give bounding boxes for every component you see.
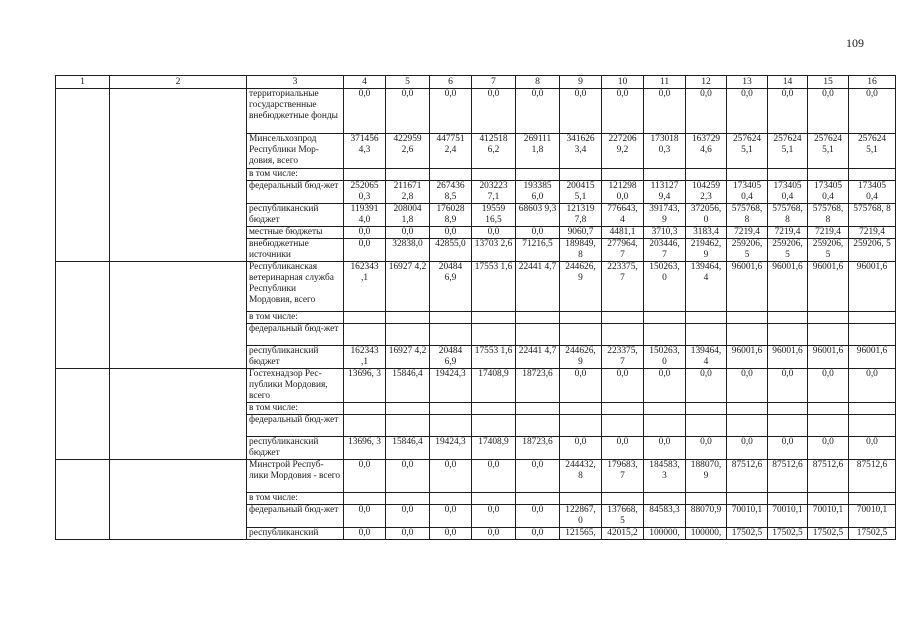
value-cell: 200415 5,1 — [560, 181, 602, 204]
value-cell — [808, 169, 849, 181]
value-cell: 267436 8,5 — [430, 181, 472, 204]
value-cell: 447751 2,4 — [430, 134, 472, 169]
value-cell: 139464, 4 — [686, 346, 727, 369]
value-cell: 173405 0,4 — [768, 181, 808, 204]
value-cell: 0,0 — [727, 437, 768, 460]
value-cell: 0,0 — [516, 227, 560, 239]
value-cell: 0,0 — [344, 89, 386, 134]
value-cell — [430, 324, 472, 346]
value-cell: 0,0 — [386, 460, 430, 493]
value-cell: 0,0 — [602, 369, 644, 403]
budget-table — [55, 75, 896, 540]
value-cell: 173405 0,4 — [849, 181, 896, 204]
value-cell: 96001,6 — [849, 262, 896, 312]
value-cell — [430, 169, 472, 181]
value-cell: 173018 0,3 — [644, 134, 686, 169]
value-cell: 244626, 9 — [560, 262, 602, 312]
table-row — [56, 262, 896, 312]
value-cell — [727, 403, 768, 415]
value-cell — [344, 403, 386, 415]
row-name-cell: федеральный бюд-жет — [247, 505, 344, 528]
value-cell: 0,0 — [386, 505, 430, 528]
column-header: 10 — [602, 76, 644, 89]
value-cell — [516, 169, 560, 181]
value-cell: 15846,4 — [386, 369, 430, 403]
value-cell — [344, 169, 386, 181]
value-cell: 0,0 — [472, 460, 516, 493]
value-cell: 341626 3,4 — [560, 134, 602, 169]
value-cell — [808, 403, 849, 415]
value-cell: 0,0 — [686, 369, 727, 403]
value-cell — [808, 312, 849, 324]
value-cell: 244432, 8 — [560, 460, 602, 493]
value-cell — [472, 493, 516, 505]
row-name-cell: республиканский — [247, 528, 344, 540]
program-cell — [110, 369, 247, 460]
value-cell: 189849, 8 — [560, 239, 602, 262]
value-cell — [602, 403, 644, 415]
value-cell — [768, 324, 808, 346]
value-cell — [849, 403, 896, 415]
value-cell: 0,0 — [472, 528, 516, 540]
value-cell — [602, 312, 644, 324]
row-name-cell: Минсельхозпрод Республики Мор-довия, всего — [247, 134, 344, 169]
row-name-cell: внебюджетные источники — [247, 239, 344, 262]
value-cell: 122867, 0 — [560, 505, 602, 528]
value-cell: 391743, 9 — [644, 204, 686, 227]
value-cell: 0,0 — [560, 89, 602, 134]
value-cell: 575768, 8 — [849, 204, 896, 227]
value-cell: 259206, 5 — [849, 239, 896, 262]
value-cell: 18723,6 — [516, 369, 560, 403]
value-cell: 372056, 0 — [686, 204, 727, 227]
column-header: 15 — [808, 76, 849, 89]
column-header: 7 — [472, 76, 516, 89]
value-cell — [644, 169, 686, 181]
row-name-cell: республиканский бюджет — [247, 437, 344, 460]
value-cell — [386, 493, 430, 505]
value-cell: 259206, 5 — [808, 239, 849, 262]
column-header: 4 — [344, 76, 386, 89]
row-number-cell — [56, 369, 110, 460]
value-cell — [768, 493, 808, 505]
value-cell — [602, 415, 644, 437]
value-cell — [516, 312, 560, 324]
column-header: 5 — [386, 76, 430, 89]
value-cell — [516, 403, 560, 415]
value-cell: 0,0 — [644, 369, 686, 403]
value-cell: 0,0 — [516, 89, 560, 134]
row-name-cell: местные бюджеты — [247, 227, 344, 239]
value-cell: 208004 1,8 — [386, 204, 430, 227]
value-cell: 219462, 9 — [686, 239, 727, 262]
program-cell — [110, 89, 247, 262]
value-cell: 113127 9,4 — [644, 181, 686, 204]
value-cell — [430, 493, 472, 505]
value-cell: 16927 4,2 — [386, 346, 430, 369]
row-name-cell: в том числе: — [247, 169, 344, 181]
value-cell: 17553 1,6 — [472, 346, 516, 369]
value-cell: 0,0 — [344, 460, 386, 493]
value-cell — [430, 312, 472, 324]
value-cell: 0,0 — [686, 437, 727, 460]
page-number: 109 — [846, 36, 864, 50]
value-cell: 3710,3 — [644, 227, 686, 239]
value-cell: 257624 5,1 — [727, 134, 768, 169]
value-cell: 96001,6 — [849, 346, 896, 369]
value-cell — [768, 169, 808, 181]
row-name-cell: федеральный бюд-жет — [247, 181, 344, 204]
value-cell: 0,0 — [430, 528, 472, 540]
value-cell: 259206, 5 — [768, 239, 808, 262]
value-cell: 0,0 — [849, 89, 896, 134]
value-cell — [686, 403, 727, 415]
value-cell: 0,0 — [560, 369, 602, 403]
value-cell — [430, 403, 472, 415]
value-cell: 0,0 — [808, 437, 849, 460]
value-cell — [644, 324, 686, 346]
value-cell: 0,0 — [344, 505, 386, 528]
value-cell: 22441 4,7 — [516, 346, 560, 369]
value-cell: 121319 7,8 — [560, 204, 602, 227]
value-cell: 0,0 — [602, 89, 644, 134]
value-cell: 87512,6 — [849, 460, 896, 493]
value-cell — [560, 324, 602, 346]
value-cell: 0,0 — [768, 369, 808, 403]
value-cell: 121565, — [560, 528, 602, 540]
value-cell: 0,0 — [430, 89, 472, 134]
value-cell — [472, 403, 516, 415]
value-cell — [686, 324, 727, 346]
value-cell: 17502,5 — [808, 528, 849, 540]
value-cell: 412518 6,2 — [472, 134, 516, 169]
value-cell: 0,0 — [344, 227, 386, 239]
value-cell: 257624 5,1 — [808, 134, 849, 169]
value-cell: 0,0 — [516, 505, 560, 528]
value-cell: 100000, — [644, 528, 686, 540]
value-cell — [386, 403, 430, 415]
value-cell — [472, 312, 516, 324]
value-cell: 88070,9 — [686, 505, 727, 528]
value-cell: 244626, 9 — [560, 346, 602, 369]
row-name-cell: в том числе: — [247, 403, 344, 415]
value-cell: 0,0 — [430, 227, 472, 239]
value-cell: 32838,0 — [386, 239, 430, 262]
value-cell — [849, 169, 896, 181]
value-cell — [430, 415, 472, 437]
value-cell: 162343 ,1 — [344, 262, 386, 312]
value-cell: 0,0 — [644, 89, 686, 134]
value-cell — [686, 312, 727, 324]
value-cell — [344, 493, 386, 505]
value-cell: 119391 4,0 — [344, 204, 386, 227]
row-name-cell: республиканский бюджет — [247, 204, 344, 227]
value-cell: 0,0 — [472, 89, 516, 134]
value-cell: 19424,3 — [430, 369, 472, 403]
row-number-cell — [56, 262, 110, 369]
value-cell: 223375, 7 — [602, 346, 644, 369]
value-cell: 13696, 3 — [344, 369, 386, 403]
value-cell: 259206, 5 — [727, 239, 768, 262]
value-cell: 0,0 — [472, 227, 516, 239]
value-cell: 0,0 — [386, 528, 430, 540]
value-cell: 70010,1 — [849, 505, 896, 528]
value-cell — [472, 169, 516, 181]
value-cell: 20484 6,9 — [430, 346, 472, 369]
value-cell: 104259 2,3 — [686, 181, 727, 204]
value-cell: 7219,4 — [727, 227, 768, 239]
value-cell: 0,0 — [686, 89, 727, 134]
value-cell — [727, 169, 768, 181]
column-header: 6 — [430, 76, 472, 89]
value-cell: 87512,6 — [768, 460, 808, 493]
value-cell: 19424,3 — [430, 437, 472, 460]
value-cell — [386, 415, 430, 437]
value-cell: 0,0 — [560, 437, 602, 460]
value-cell: 87512,6 — [727, 460, 768, 493]
column-header: 14 — [768, 76, 808, 89]
value-cell: 17408,9 — [472, 369, 516, 403]
value-cell: 575768, 8 — [808, 204, 849, 227]
value-cell: 100000, — [686, 528, 727, 540]
value-cell — [686, 169, 727, 181]
value-cell: 277964, 7 — [602, 239, 644, 262]
value-cell — [560, 493, 602, 505]
value-cell — [602, 324, 644, 346]
value-cell — [516, 324, 560, 346]
value-cell: 0,0 — [430, 460, 472, 493]
value-cell: 3183,4 — [686, 227, 727, 239]
row-name-cell: Республиканская ветеринарная служба Республики Мордовия, всего — [247, 262, 344, 312]
value-cell: 15846,4 — [386, 437, 430, 460]
value-cell: 173405 0,4 — [808, 181, 849, 204]
value-cell — [644, 493, 686, 505]
table-row — [56, 89, 896, 134]
value-cell — [849, 415, 896, 437]
value-cell — [602, 169, 644, 181]
value-cell: 0,0 — [768, 89, 808, 134]
value-cell — [644, 403, 686, 415]
value-cell — [472, 324, 516, 346]
program-cell — [110, 262, 247, 369]
table-header-row — [56, 76, 896, 89]
value-cell: 227206 9,2 — [602, 134, 644, 169]
value-cell: 0,0 — [386, 89, 430, 134]
value-cell: 96001,6 — [768, 262, 808, 312]
value-cell — [344, 312, 386, 324]
value-cell: 0,0 — [386, 227, 430, 239]
value-cell: 162343 ,1 — [344, 346, 386, 369]
value-cell: 13703 2,6 — [472, 239, 516, 262]
value-cell: 0,0 — [727, 89, 768, 134]
value-cell: 4481,1 — [602, 227, 644, 239]
value-cell: 0,0 — [602, 437, 644, 460]
row-name-cell: территориальные государственные внебюджетные фонды — [247, 89, 344, 134]
value-cell: 7219,4 — [808, 227, 849, 239]
value-cell: 223375, 7 — [602, 262, 644, 312]
row-name-cell: республиканский бюджет — [247, 346, 344, 369]
value-cell: 84583,3 — [644, 505, 686, 528]
value-cell — [727, 415, 768, 437]
row-name-cell: в том числе: — [247, 493, 344, 505]
value-cell: 0,0 — [516, 460, 560, 493]
value-cell: 0,0 — [768, 437, 808, 460]
value-cell — [386, 324, 430, 346]
value-cell: 371456 4,3 — [344, 134, 386, 169]
value-cell — [560, 169, 602, 181]
value-cell: 17502,5 — [727, 528, 768, 540]
row-number-cell — [56, 89, 110, 262]
value-cell — [602, 493, 644, 505]
value-cell: 70010,1 — [768, 505, 808, 528]
value-cell — [808, 493, 849, 505]
value-cell: 96001,6 — [808, 262, 849, 312]
value-cell: 203446, 7 — [644, 239, 686, 262]
column-header: 12 — [686, 76, 727, 89]
value-cell: 0,0 — [516, 528, 560, 540]
value-cell: 575768, 8 — [727, 204, 768, 227]
value-cell: 7219,4 — [768, 227, 808, 239]
value-cell: 193385 6,0 — [516, 181, 560, 204]
value-cell — [768, 403, 808, 415]
value-cell: 17553 1,6 — [472, 262, 516, 312]
value-cell: 0,0 — [344, 239, 386, 262]
row-name-cell: федеральный бюд-жет — [247, 324, 344, 346]
value-cell: 776643, 4 — [602, 204, 644, 227]
value-cell — [386, 312, 430, 324]
value-cell — [727, 324, 768, 346]
value-cell: 13696, 3 — [344, 437, 386, 460]
value-cell: 18723,6 — [516, 437, 560, 460]
value-cell: 19559 16,5 — [472, 204, 516, 227]
value-cell: 139464, 4 — [686, 262, 727, 312]
value-cell: 20484 6,9 — [430, 262, 472, 312]
value-cell — [560, 403, 602, 415]
table-row — [56, 369, 896, 403]
value-cell: 70010,1 — [727, 505, 768, 528]
value-cell: 269111 1,8 — [516, 134, 560, 169]
value-cell — [644, 415, 686, 437]
column-header: 3 — [247, 76, 344, 89]
value-cell: 184583, 3 — [644, 460, 686, 493]
value-cell — [849, 493, 896, 505]
value-cell: 150263, 0 — [644, 262, 686, 312]
value-cell — [686, 493, 727, 505]
value-cell: 17502,5 — [768, 528, 808, 540]
value-cell — [727, 493, 768, 505]
value-cell — [768, 312, 808, 324]
value-cell: 121298 0,0 — [602, 181, 644, 204]
value-cell: 22441 4,7 — [516, 262, 560, 312]
value-cell: 211671 2,8 — [386, 181, 430, 204]
value-cell — [768, 415, 808, 437]
value-cell: 422959 2,6 — [386, 134, 430, 169]
value-cell — [560, 415, 602, 437]
value-cell — [344, 324, 386, 346]
value-cell — [849, 312, 896, 324]
column-header: 8 — [516, 76, 560, 89]
value-cell: 257624 5,1 — [768, 134, 808, 169]
program-cell — [110, 460, 247, 540]
value-cell: 0,0 — [430, 505, 472, 528]
value-cell: 150263, 0 — [644, 346, 686, 369]
value-cell: 42015,2 — [602, 528, 644, 540]
value-cell — [516, 415, 560, 437]
value-cell: 87512,6 — [808, 460, 849, 493]
value-cell: 9060,7 — [560, 227, 602, 239]
value-cell: 17502,5 — [849, 528, 896, 540]
row-number-cell — [56, 460, 110, 540]
row-name-cell: федеральный бюд-жет — [247, 415, 344, 437]
value-cell — [808, 324, 849, 346]
value-cell — [386, 169, 430, 181]
column-header: 2 — [110, 76, 247, 89]
column-header: 11 — [644, 76, 686, 89]
value-cell: 188070, 9 — [686, 460, 727, 493]
row-name-cell: Минстрой Респуб-лики Мордовия - всего — [247, 460, 344, 493]
value-cell: 42855,0 — [430, 239, 472, 262]
value-cell — [808, 415, 849, 437]
value-cell: 0,0 — [849, 437, 896, 460]
column-header: 16 — [849, 76, 896, 89]
value-cell: 0,0 — [849, 369, 896, 403]
value-cell: 163729 4,6 — [686, 134, 727, 169]
value-cell — [644, 312, 686, 324]
value-cell — [472, 415, 516, 437]
value-cell: 16927 4,2 — [386, 262, 430, 312]
value-cell: 70010,1 — [808, 505, 849, 528]
value-cell — [686, 415, 727, 437]
table-body — [56, 89, 896, 540]
column-header: 9 — [560, 76, 602, 89]
value-cell: 68603 9,3 — [516, 204, 560, 227]
value-cell: 575768, 8 — [768, 204, 808, 227]
value-cell: 0,0 — [344, 528, 386, 540]
value-cell: 173405 0,4 — [727, 181, 768, 204]
value-cell: 96001,6 — [727, 346, 768, 369]
value-cell — [516, 493, 560, 505]
value-cell: 0,0 — [472, 505, 516, 528]
value-cell: 252065 0,3 — [344, 181, 386, 204]
value-cell: 137668, 5 — [602, 505, 644, 528]
value-cell: 257624 5,1 — [849, 134, 896, 169]
row-name-cell: Гостехнадзор Рес-публики Мордовия, всего — [247, 369, 344, 403]
table-row — [56, 460, 896, 493]
value-cell: 96001,6 — [808, 346, 849, 369]
value-cell: 176028 8,9 — [430, 204, 472, 227]
value-cell: 96001,6 — [727, 262, 768, 312]
value-cell: 0,0 — [808, 89, 849, 134]
value-cell: 0,0 — [808, 369, 849, 403]
value-cell: 0,0 — [727, 369, 768, 403]
value-cell: 71216,5 — [516, 239, 560, 262]
value-cell: 0,0 — [644, 437, 686, 460]
value-cell: 96001,6 — [768, 346, 808, 369]
column-header: 13 — [727, 76, 768, 89]
row-name-cell: в том числе: — [247, 312, 344, 324]
value-cell — [344, 415, 386, 437]
column-header: 1 — [56, 76, 110, 89]
value-cell: 179683, 7 — [602, 460, 644, 493]
value-cell: 203223 7,1 — [472, 181, 516, 204]
value-cell: 7219,4 — [849, 227, 896, 239]
value-cell: 17408,9 — [472, 437, 516, 460]
value-cell — [849, 324, 896, 346]
value-cell — [560, 312, 602, 324]
value-cell — [727, 312, 768, 324]
